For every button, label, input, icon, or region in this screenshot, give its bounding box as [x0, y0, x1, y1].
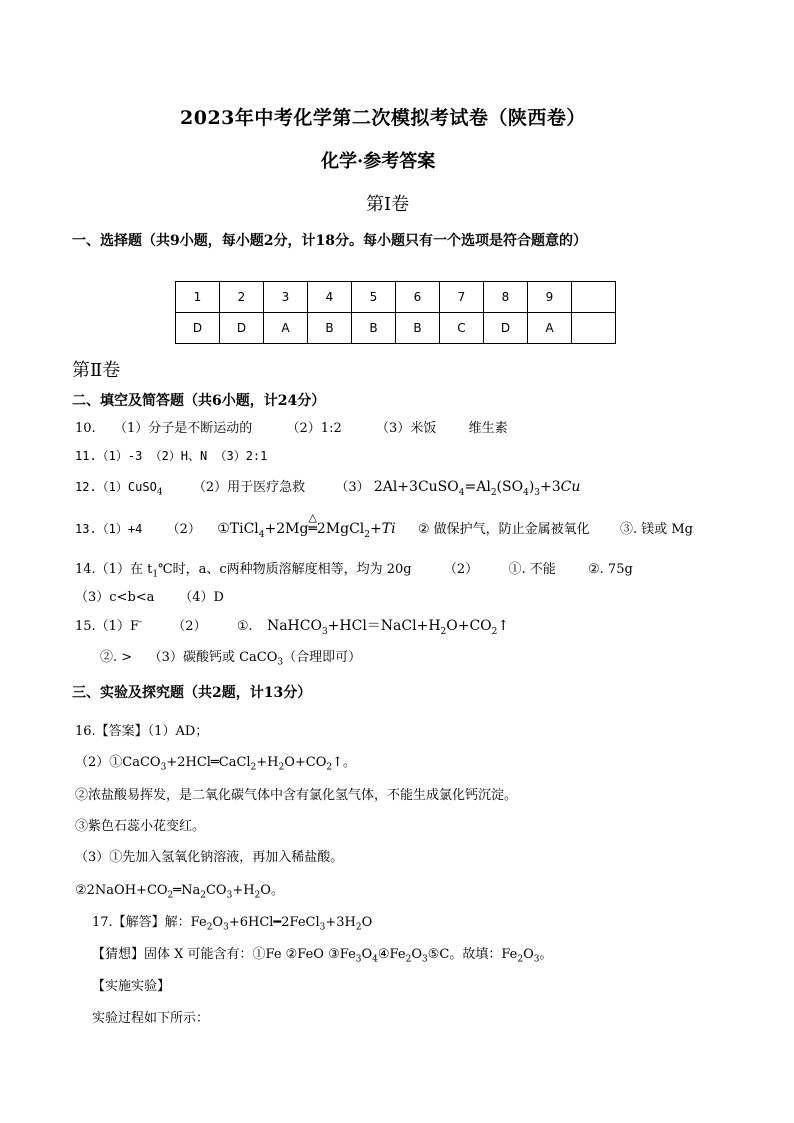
table-cell: 6 [396, 282, 440, 313]
table-cell: D [176, 313, 220, 344]
document-subtitle: 化学·参考答案 [321, 151, 436, 172]
question-12: 12.（1）CuSO$_4$ （2）用于医疗急救 （3） $2Al+3CuSO_4=Al_2(SO_4)_3+3Cu$ [75, 479, 581, 498]
volume-1-heading: 第Ⅰ卷 [366, 194, 410, 215]
document-title: 2023年中考化学第二次模拟考试卷（陕西卷） [180, 107, 586, 129]
question-16-line-5: （3）①先加入氢氧化钠溶液，再加入稀盐酸。 [75, 850, 344, 865]
question-17-line-2: 【猜想】固体 X 可能含有：①Fe ②FeO $③Fe_3O_4④Fe_2O_3⑤C$。故填：$Fe_2O_3$。 [92, 947, 553, 965]
table-cell: B [396, 313, 440, 344]
table-cell: B [308, 313, 352, 344]
volume-2-heading: 第Ⅱ卷 [72, 360, 121, 381]
table-cell: D [484, 313, 528, 344]
question-16-line-3: ②浓盐酸易挥发，是二氧化碳气体中含有氯化氢气体，不能生成氯化钙沉淀。 [75, 788, 518, 803]
question-16-line-6: $②2NaOH+CO_2═Na_2CO_3+H_2O$。 [75, 883, 284, 901]
section-1-heading: 一、选择题（共9小题，每小题2分，计18分。每小题只有一个选项是符合题意的） [72, 233, 587, 249]
question-17-line-1: 17.【解答】解：$Fe_2O_3+6HCl━2FeCl_3+3H_2O$ [92, 915, 373, 933]
question-16-line-1: 16.【答案】（1）AD； [75, 724, 209, 739]
section-3-heading: 三、实验及探究题（共2题，计13分） [72, 685, 312, 701]
answer-table [175, 281, 616, 344]
question-14-line-1: 14.（1）在 $t_1℃$时，a、c两种物质溶解度相等，均为 20g （2） ①. 不能 ②. 75g [75, 562, 633, 580]
table-cell: 5 [352, 282, 396, 313]
table-cell: 1 [176, 282, 220, 313]
answer-table-number-row [176, 282, 616, 313]
table-cell: 3 [264, 282, 308, 313]
table-cell [572, 313, 616, 344]
table-cell: A [264, 313, 308, 344]
question-15-line-2: ②. > （3）碳酸钙或 CaCO$_3$（合理即可） [100, 650, 362, 668]
question-16-line-4: ③紫色石蕊小花变红。 [75, 819, 206, 834]
table-cell: 4 [308, 282, 352, 313]
question-15-line-1: 15.（1）F- （2） ①. $NaHCO_3+HCl=NaCl+H_2O+CO_2↑$ [75, 617, 510, 637]
table-cell: D [220, 313, 264, 344]
table-cell: 2 [220, 282, 264, 313]
question-14-line-2: （3）c<b<a （4）D [75, 590, 224, 605]
table-cell: 9 [528, 282, 572, 313]
question-13: 13.（1）+4 （2） ①TiCl$_4$+2Mg △ ═2MgCl$_2$+Ti ② 做保护气，防止金属被氧化 ③. 镁或 Mg [75, 511, 693, 540]
table-cell: 7 [440, 282, 484, 313]
question-10: 10. （1）分子是不断运动的 （2）1:2 （3）米饭 维生素 [75, 421, 508, 436]
table-cell: B [352, 313, 396, 344]
equation-12: $2Al+3CuSO_4=Al_2(SO_4)_3+3Cu$ [373, 479, 581, 498]
section-2-heading: 二、填空及简答题（共6小题，计24分） [72, 393, 326, 409]
question-17-line-3: 【实施实验】 [92, 979, 171, 994]
equation-13: ①TiCl$_4$+2Mg △ ═2MgCl$_2$+Ti [217, 511, 396, 540]
table-cell: 8 [484, 282, 528, 313]
question-11: 11.（1）-3 （2）H、N （3）2:1 [75, 449, 268, 463]
table-cell [572, 282, 616, 313]
question-16-line-2: $(2)①CaCO_3+2HCl═CaCl_2+H_2O+CO_2↑$。 [75, 755, 357, 773]
table-cell: A [528, 313, 572, 344]
equation-15: $NaHCO_3+HCl=NaCl+H_2O+CO_2↑$ [266, 618, 510, 637]
answer-table-answer-row [176, 313, 616, 344]
question-17-line-4: 实验过程如下所示： [92, 1011, 210, 1026]
table-cell: C [440, 313, 484, 344]
